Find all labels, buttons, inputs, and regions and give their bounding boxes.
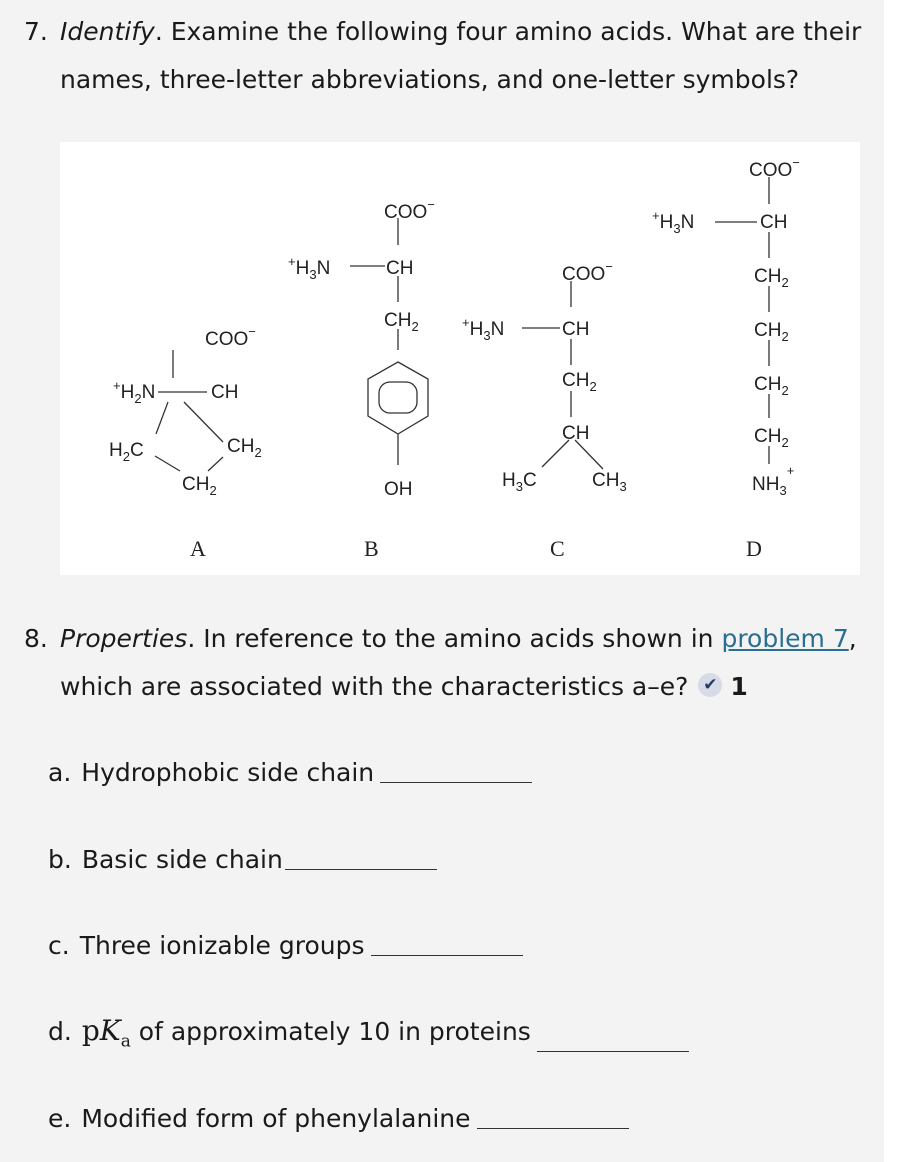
- answer-blank-b[interactable]: [285, 869, 437, 870]
- answer-blank-e[interactable]: [477, 1128, 629, 1129]
- svg-text:+H3N: $^+H_3N$: [462, 315, 505, 343]
- svg-text:COO−: COO−: [384, 197, 435, 223]
- svg-text:H2C: $H_2C$: [109, 440, 144, 464]
- points-value: 1: [730, 672, 748, 701]
- label-b: B: [364, 536, 379, 561]
- svg-text:CH: CH: [760, 212, 788, 233]
- item-b-letter: b.: [48, 845, 72, 874]
- question-7-text-line1: . Examine the following four amino acids. What are their: [154, 17, 862, 46]
- pka-symbol: [81, 1014, 131, 1052]
- svg-text:CH: CH: [562, 319, 590, 340]
- pka-p: p: [81, 1014, 100, 1047]
- svg-text:COO−: COO−: [749, 155, 800, 181]
- question-8-text: . In reference to the amino acids shown in: [187, 624, 722, 653]
- amino-acid-figure: [60, 142, 860, 575]
- svg-text:CH2: $CH_2$: [182, 474, 217, 498]
- amino-acid-structures: [60, 142, 860, 575]
- item-e-letter: e.: [48, 1104, 72, 1133]
- item-b: [48, 842, 437, 878]
- svg-text:CH: CH: [386, 258, 414, 279]
- question-7-text-line2: names, three-letter abbreviations, and one-letter symbols?: [60, 65, 800, 94]
- svg-text:H3C: $H_3C$: [502, 470, 537, 494]
- item-c-text: Three ionizable groups: [79, 931, 365, 960]
- svg-text:CH2: $CH_2$: [754, 426, 789, 450]
- svg-text:COO−: COO−: [562, 259, 613, 285]
- question-8-number: 8.: [24, 624, 48, 653]
- pka-subscript: a: [120, 1031, 131, 1052]
- svg-text:COO−: COO−: [205, 324, 256, 350]
- structure-b-tyrosine: [288, 197, 435, 561]
- question-7-number: 7.: [24, 17, 48, 46]
- item-d: [48, 1013, 689, 1060]
- label-a: A: [190, 536, 206, 561]
- problem-7-link[interactable]: problem 7: [721, 624, 849, 653]
- question-8: [24, 615, 874, 711]
- item-b-text: Basic side chain: [81, 845, 283, 874]
- svg-text:+H2N: $^+H_2N$: [113, 378, 156, 406]
- question-8-keyword: Properties: [60, 624, 188, 653]
- svg-text:CH2: $CH_2$: [384, 310, 419, 334]
- answer-blank-a[interactable]: [380, 782, 532, 783]
- item-e: [48, 1101, 629, 1137]
- question-7: [24, 8, 874, 104]
- svg-text:CH3: $CH_3$: [592, 470, 627, 494]
- item-c-letter: c.: [48, 931, 70, 960]
- item-a-letter: a.: [48, 758, 72, 787]
- label-d: D: [746, 536, 762, 561]
- label-c: C: [550, 536, 565, 561]
- svg-text:+H3N: $^+H_3N$: [288, 254, 331, 282]
- question-8-comma: ,: [848, 624, 857, 653]
- svg-text:CH2: $CH_2$: [754, 320, 789, 344]
- question-7-keyword: Identify: [60, 17, 155, 46]
- item-a-text: Hydrophobic side chain: [81, 758, 375, 787]
- item-d-letter: d.: [48, 1017, 72, 1046]
- structure-c-valine: [462, 259, 627, 561]
- svg-text:CH2: $CH_2$: [754, 374, 789, 398]
- check-icon: ✔: [698, 673, 722, 697]
- svg-text:CH2: $CH_2$: [562, 370, 597, 394]
- item-a: [48, 755, 532, 791]
- item-e-text: Modified form of phenylalanine: [81, 1104, 471, 1133]
- svg-text:+H3N: $^+H_3N$: [652, 208, 695, 236]
- answer-blank-c[interactable]: [371, 955, 523, 956]
- item-c: [48, 928, 523, 964]
- pka-k: K: [99, 1014, 121, 1047]
- structure-a-proline: [109, 324, 262, 561]
- svg-text:CH: CH: [211, 382, 239, 403]
- svg-text:NH3+: $NH_3^+$: [752, 463, 795, 498]
- svg-text:CH: CH: [562, 423, 590, 444]
- svg-text:CH2: $CH_2$: [227, 436, 262, 460]
- structure-d-lysine: [652, 155, 800, 561]
- svg-text:OH: OH: [384, 479, 413, 500]
- item-d-text: of approximately 10 in proteins: [138, 1017, 531, 1046]
- answer-blank-d[interactable]: [537, 1051, 689, 1052]
- svg-text:CH2: $CH_2$: [754, 266, 789, 290]
- question-8-text-line2: which are associated with the characteristics a–e?: [60, 672, 689, 701]
